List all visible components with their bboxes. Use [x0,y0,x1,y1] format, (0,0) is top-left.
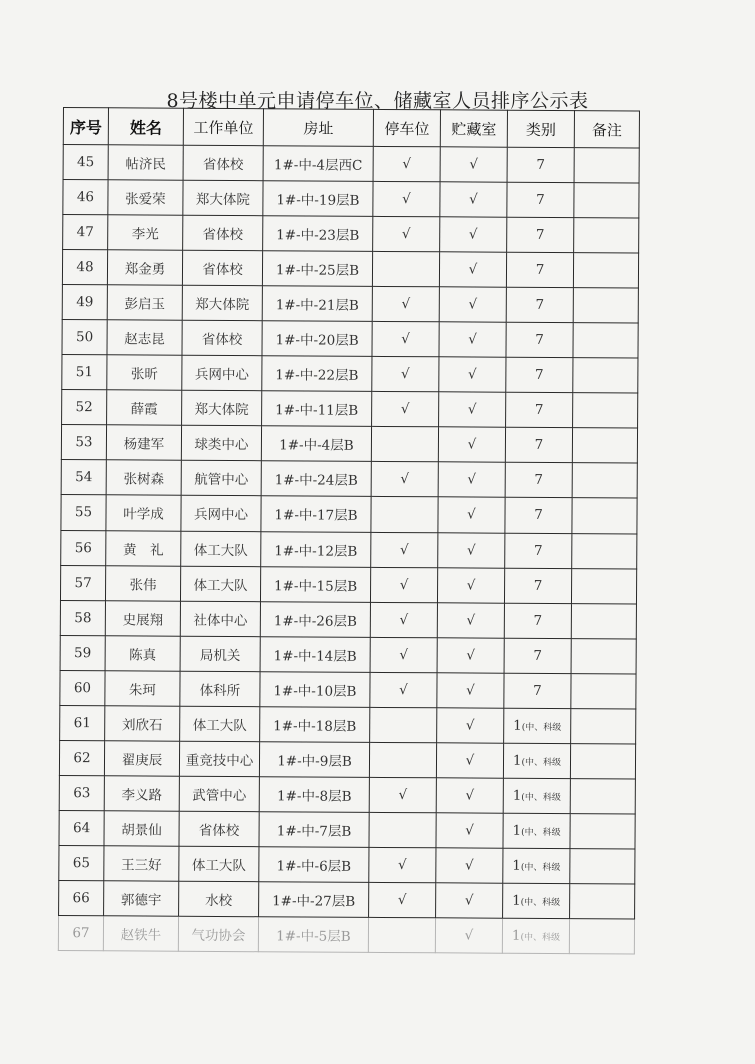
cell-unit: 省体校 [179,811,259,847]
cell-name: 张昕 [107,355,182,391]
category-value: 7 [535,227,545,244]
cell-parking-check [369,812,436,847]
cell-seq: 64 [59,810,104,845]
cell-unit: 体工大队 [181,531,261,567]
category-value: 1 [512,822,522,839]
cell-parking-check: √ [370,637,437,672]
table-row [59,845,635,884]
cell-unit: 武管中心 [179,776,259,812]
cell-unit: 体工大队 [180,706,260,742]
cell-address: 1#-中-25层B [262,251,372,287]
cell-parking-check [372,252,439,287]
category-value: 7 [533,647,543,664]
table-row [62,250,638,289]
cell-storage-check: √ [439,392,506,427]
cell-storage-check: √ [436,743,503,778]
cell-address: 1#-中-27层B [259,882,369,918]
category-value: 1 [512,752,522,769]
cell-category [507,217,574,252]
cell-category [503,743,570,778]
cell-remark [574,218,639,253]
cell-category [503,778,570,813]
cell-seq: 52 [62,390,107,425]
category-value: 7 [536,191,545,209]
cell-address: 1#-中-18层B [260,706,370,742]
cell-category [506,252,573,287]
cell-storage-check: √ [437,637,504,672]
cell-storage-check: √ [436,848,503,883]
cell-storage-check: √ [437,567,504,602]
category-value: 7 [534,437,544,454]
cell-category [506,357,573,392]
cell-seq: 54 [61,460,106,495]
header-parking: 停车位 [373,109,440,146]
category-value: 7 [534,507,543,524]
cell-category [507,147,574,182]
cell-category [505,498,572,533]
cell-storage-check: √ [439,322,506,357]
cell-remark [573,358,638,393]
cell-remark [572,428,637,463]
cell-seq: 59 [60,635,105,670]
cell-parking-check: √ [372,392,439,427]
cell-name: 赵志昆 [107,320,182,356]
cell-category [506,322,573,357]
cell-address: 1#-中-15层B [260,566,370,602]
cell-parking-check [370,707,437,742]
cell-address: 1#-中-10层B [260,671,370,707]
cell-remark [571,673,636,708]
cell-parking-check: √ [373,216,440,251]
cell-name: 张树森 [106,460,181,496]
cell-address: 1#-中-21层B [262,286,372,322]
cell-seq: 46 [63,180,108,215]
cell-remark [574,148,639,183]
cell-unit: 省体校 [182,250,262,286]
cell-remark [571,568,636,603]
table-row [61,530,637,569]
cell-name: 郭德宇 [104,881,179,917]
table-row [63,145,639,184]
cell-unit: 郑大体院 [183,180,263,216]
cell-remark [570,884,635,919]
cell-name: 赵铁牛 [103,916,178,952]
cell-name: 黄 礼 [106,530,181,566]
cell-address: 1#-中-6层B [259,847,369,883]
cell-parking-check: √ [372,287,439,322]
cell-category [505,533,572,568]
header-address: 房址 [263,109,373,147]
table-row [60,705,636,744]
cell-parking-check: √ [373,146,440,181]
cell-unit: 航管中心 [181,461,261,497]
cell-parking-check [371,497,438,532]
cell-category [506,393,573,428]
table-row [62,390,638,429]
cell-unit: 省体校 [182,320,262,356]
cell-remark [571,603,636,638]
cell-remark [569,919,634,954]
cell-seq: 61 [60,705,105,740]
category-note: (中、科级 [520,897,561,909]
table-header-row [63,108,639,149]
cell-seq: 49 [62,285,107,320]
table-row [60,600,636,639]
category-value: 1 [512,857,521,874]
cell-address: 1#-中-12层B [261,531,371,567]
category-value: 7 [535,332,544,349]
category-value: 1 [511,927,521,944]
cell-storage-check: √ [440,147,507,182]
cell-address: 1#-中-24层B [261,461,371,497]
table-row [63,180,639,219]
cell-unit: 体科所 [180,671,260,707]
cell-name: 薛霞 [107,390,182,426]
cell-address: 1#-中-5层B [258,917,368,953]
cell-name: 杨建军 [106,425,181,461]
cell-storage-check: √ [435,918,502,953]
cell-seq: 51 [62,355,107,390]
table-row [61,495,637,534]
category-value: 7 [533,682,542,699]
cell-remark [570,814,635,849]
cell-name: 王三好 [104,846,179,882]
table-row [62,355,638,394]
table-row [61,460,637,499]
cell-storage-check: √ [437,672,504,707]
cell-name: 李义路 [104,776,179,812]
table-row [60,635,636,674]
cell-unit: 重竞技中心 [179,741,259,777]
cell-category [506,287,573,322]
cell-unit: 兵网中心 [181,496,261,532]
cell-storage-check: √ [440,217,507,252]
cell-remark [570,778,635,813]
cell-remark [574,183,639,218]
cell-parking-check: √ [369,882,436,917]
cell-category [505,428,572,463]
cell-storage-check: √ [438,497,505,532]
cell-remark [571,708,636,743]
cell-seq: 53 [61,425,106,460]
table-row [62,285,638,324]
cell-address: 1#-中-11层B [262,391,372,427]
cell-unit: 郑大体院 [182,285,262,321]
table-row [59,775,635,814]
cell-address: 1#-中-22层B [262,356,372,392]
category-value: 1 [512,787,522,804]
cell-name: 史展翔 [105,600,180,636]
category-value: 1 [512,892,521,909]
category-value: 7 [536,156,546,173]
cell-category [504,638,571,673]
cell-address: 1#-中-9层B [259,742,369,778]
header-seq: 序号 [63,108,108,145]
cell-category [504,568,571,603]
cell-address: 1#-中-7层B [259,812,369,848]
category-note: (中、科级 [521,722,562,733]
cell-seq: 58 [60,600,105,635]
cell-seq: 67 [58,916,103,951]
cell-name: 朱珂 [105,670,180,706]
cell-remark [572,463,637,498]
cell-unit: 局机关 [180,636,260,672]
cell-storage-check: √ [439,287,506,322]
header-name: 姓名 [108,108,183,145]
cell-parking-check: √ [373,181,440,216]
cell-remark [570,743,635,778]
cell-unit: 郑大体院 [182,391,262,427]
cell-unit: 社体中心 [180,601,260,637]
cell-remark [570,849,635,884]
table-row [61,425,637,464]
cell-seq: 56 [61,530,106,565]
cell-category [504,708,571,743]
cell-seq: 57 [60,565,105,600]
cell-address: 1#-中-4层B [261,426,371,462]
cell-address: 1#-中-4层西C [263,146,373,182]
cell-address: 1#-中-20层B [262,321,372,357]
cell-category [504,673,571,708]
cell-parking-check: √ [371,532,438,567]
table-row [63,215,639,254]
cell-seq: 60 [60,670,105,705]
cell-storage-check: √ [440,182,507,217]
cell-name: 刘欣石 [105,706,180,742]
table-row [59,810,635,849]
cell-parking-check: √ [369,847,436,882]
category-note: (中、科级 [520,862,561,874]
cell-name: 翟庚辰 [104,741,179,777]
cell-storage-check: √ [438,427,505,462]
cell-seq: 45 [63,145,108,180]
cell-name: 张伟 [105,565,180,601]
category-note: (中、科级 [521,827,561,838]
cell-name: 张爱荣 [108,180,183,216]
category-value: 7 [533,577,543,594]
cell-storage-check: √ [436,778,503,813]
category-note: (中、科级 [520,932,561,944]
cell-unit: 兵网中心 [182,356,262,392]
cell-address: 1#-中-26层B [260,601,370,637]
table-row [62,320,638,359]
cell-remark [571,638,636,673]
cell-seq: 65 [59,845,104,880]
cell-name: 胡景仙 [104,811,179,847]
cell-parking-check: √ [372,357,439,392]
cell-parking-check: √ [369,777,436,812]
cell-name: 陈真 [105,635,180,671]
header-category: 类别 [507,110,574,147]
cell-address: 1#-中-23层B [263,216,373,252]
cell-remark [573,253,638,288]
cell-parking-check: √ [370,672,437,707]
cell-storage-check: √ [438,462,505,497]
page-title: 8号楼中单元申请停车位、储藏室人员排序公示表 [166,90,589,112]
cell-storage-check: √ [438,532,505,567]
table-row [59,740,635,779]
cell-seq: 62 [59,740,104,775]
table-row [60,670,636,709]
cell-unit: 球类中心 [181,426,261,462]
table-row [58,916,634,955]
category-value: 7 [535,297,545,314]
cell-unit: 气功协会 [178,916,258,952]
cell-name: 李光 [108,215,183,251]
cell-unit: 体工大队 [179,846,259,882]
cell-name: 叶学成 [106,495,181,531]
category-value: 7 [533,542,543,559]
cell-category [507,182,574,217]
cell-remark [573,323,638,358]
cell-parking-check [368,917,435,952]
cell-seq: 63 [59,775,104,810]
cell-unit: 省体校 [183,215,263,251]
cell-category [505,463,572,498]
cell-category [503,813,570,848]
cell-seq: 55 [61,495,106,530]
cell-storage-check: √ [439,252,506,287]
cell-address: 1#-中-19层B [263,181,373,217]
category-value: 7 [534,402,544,419]
cell-storage-check: √ [439,357,506,392]
cell-parking-check: √ [371,462,438,497]
cell-unit: 体工大队 [180,566,260,602]
cell-seq: 48 [62,250,107,285]
cell-category [503,883,570,918]
cell-name: 帖济民 [108,145,183,181]
cell-remark [572,533,637,568]
category-value: 1 [513,717,522,734]
category-note: (中、科级 [521,792,561,803]
category-value: 7 [535,262,545,279]
cell-parking-check [371,427,438,462]
cell-name: 郑金勇 [107,250,182,286]
cell-address: 1#-中-14层B [260,636,370,672]
header-remark: 备注 [574,111,639,148]
cell-remark [573,393,638,428]
cell-parking-check [369,742,436,777]
cell-seq: 50 [62,320,107,355]
header-unit: 工作单位 [183,108,263,145]
cell-remark [572,498,637,533]
table-row [59,880,635,919]
cell-remark [573,288,638,323]
cell-parking-check: √ [372,322,439,357]
category-note: (中、科级 [521,757,562,768]
category-value: 7 [535,367,544,384]
table-row [60,565,636,604]
cell-storage-check: √ [437,708,504,743]
header-storage: 贮藏室 [440,110,507,147]
cell-category [503,848,570,883]
cell-unit: 省体校 [183,145,263,181]
cell-category [502,918,569,953]
category-value: 7 [533,612,543,629]
cell-name: 彭启玉 [107,285,182,321]
roster-table [58,107,640,955]
cell-parking-check: √ [370,567,437,602]
cell-storage-check: √ [437,602,504,637]
cell-address: 1#-中-17层B [261,496,371,532]
cell-unit: 水校 [179,881,259,917]
cell-parking-check: √ [370,602,437,637]
category-value: 7 [534,472,544,489]
cell-seq: 47 [63,215,108,250]
cell-storage-check: √ [436,813,503,848]
cell-address: 1#-中-8层B [259,777,369,813]
cell-storage-check: √ [436,883,503,918]
cell-category [504,603,571,638]
cell-seq: 66 [59,880,104,915]
